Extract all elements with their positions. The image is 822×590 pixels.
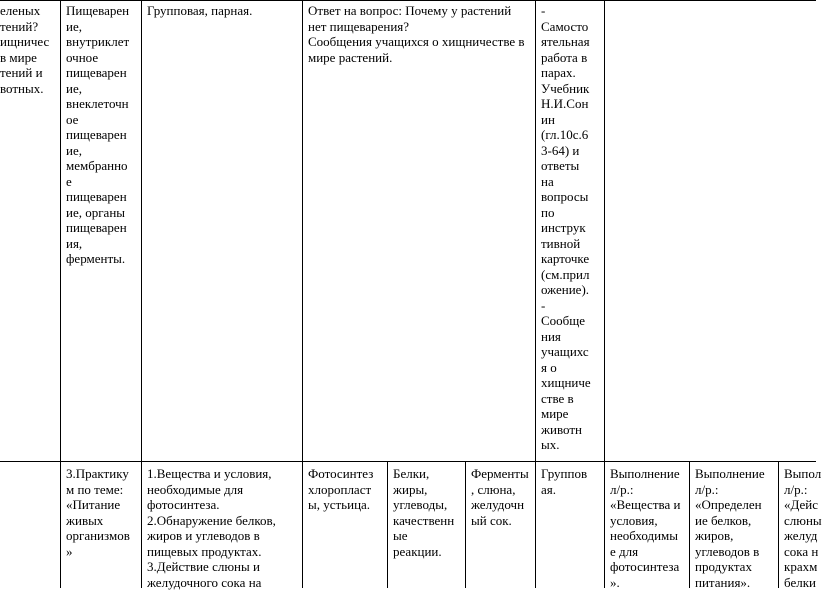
column-divider [778,461,779,588]
row2-concepts-cell-2: Белки, жиры, углеводы, качественн ые реакции. [393,466,455,559]
row2-topic-cell: 3.Практику м по теме: «Питание живых организмов » [66,466,130,559]
column-divider [465,461,466,588]
row-divider [0,461,816,462]
column-divider [60,0,61,588]
table-top-border [0,0,816,1]
row1-tasks-cell: - Самосто ятельная работа в парах. Учебник Н.И.Сон ин (гл.10с.6 3-64) и ответы на вопросы по инструк тивной карточке (см.прил ожение). - Сообще ния учащихс я о хищниче стве в мире животн ых. [541,3,591,452]
row1-topic-cell: еленых тений? ищничес в мире тений и вотных. [0,3,50,96]
column-divider [387,461,388,588]
row2-content-cell: 1.Вещества и условия, необходимые для фотосинтеза. 2.Обнаружение белков, жиров и углеводов в пищевых продуктах. 3.Действие слюны и желудочного сока на [147,466,276,590]
column-divider [302,0,303,588]
row1-work-form-cell: Групповая, парная. [147,3,253,18]
row1-concepts-cell: Пищеварен ие, внутриклет очное пищеварен ие, внеклеточн ое пищеварен ие, мембранно е пищеварен ие, органы пищеварен ия, ферменты. [66,3,130,266]
row1-activity-cell: Ответ на вопрос: Почему у растений нет пищеварения? Сообщения учащихся о хищничестве в мире растений. [308,3,525,65]
row2-lab-cell-3: Выпол л/р.: «Дейс слюны желуд сока н крахм белки [784,466,822,590]
column-divider [604,0,605,588]
row2-lab-cell-2: Выполнение л/р.: «Определен ие белков, жиров, углеводов в продуктах питания». [695,466,765,590]
column-divider [141,0,142,588]
column-divider [535,0,536,588]
column-divider [689,461,690,588]
row2-work-form-cell: Группов ая. [541,466,588,497]
row2-lab-cell-1: Выполнение л/р.: «Вещества и условия, необходимы е для фотосинтеза ». [610,466,681,590]
row2-concepts-cell-3: Ферменты , слюна, желудочн ый сок. [471,466,529,528]
row2-concepts-cell-1: Фотосинтез хлоропласт ы, устьица. [308,466,374,512]
